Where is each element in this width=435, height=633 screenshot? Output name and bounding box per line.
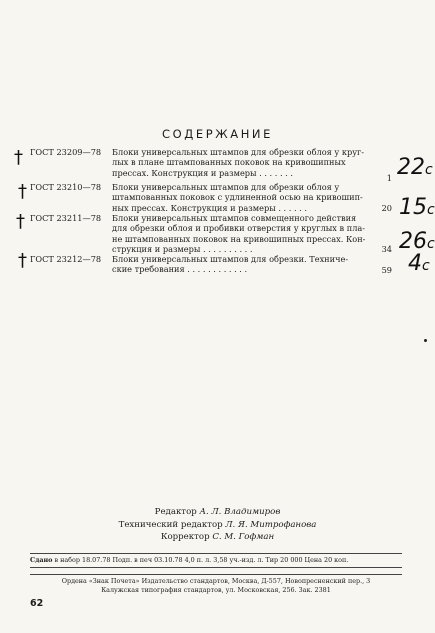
handwritten-number: 22 bbox=[397, 155, 425, 180]
description-line: Блоки универсальных штампов совмещенного действия bbox=[112, 213, 357, 223]
publisher-info bbox=[30, 577, 402, 594]
divider bbox=[30, 567, 402, 568]
description-line: Блоки универсальных штампов для обрезки облоя у круг- bbox=[112, 147, 365, 157]
credits bbox=[0, 506, 435, 544]
description-line: для обрезки облоя и пробивки отверстия у круглых в пла- bbox=[112, 223, 366, 234]
page-title: СОДЕРЖАНИЕ bbox=[161, 127, 274, 141]
description-line: ские требования . . . . . . . . . . . . bbox=[112, 264, 248, 275]
description-line: Блоки универсальных штампов для обрезки. Техниче- bbox=[112, 254, 349, 264]
gost-code: ГОСТ 23212—78 bbox=[30, 254, 102, 264]
table-of-contents bbox=[0, 147, 435, 317]
entry-description bbox=[112, 254, 375, 275]
handwritten-cross-icon: † bbox=[14, 147, 23, 168]
description-line: штампованных поковок с удлиненной осью на кривошип- bbox=[112, 192, 363, 203]
handwritten-note bbox=[397, 155, 433, 180]
page-ref: 59 bbox=[381, 265, 392, 275]
credit-role: Технический редактор bbox=[118, 519, 223, 530]
divider bbox=[30, 574, 402, 575]
ink-dot bbox=[424, 339, 427, 342]
page-ref: 1 bbox=[386, 173, 392, 183]
description-line: прессах. Конструкция и размеры . . . . . . . bbox=[112, 167, 293, 178]
credit-tech-editor bbox=[0, 519, 435, 532]
entry-description bbox=[112, 147, 375, 178]
description-line: Блоки универсальных штампов для обрезки облоя у bbox=[112, 182, 340, 192]
print-info-lead: Сдано bbox=[30, 556, 53, 564]
handwritten-cross-icon: † bbox=[18, 250, 27, 271]
handwritten-note bbox=[399, 195, 435, 220]
credit-name: Л. Я. Митрофанова bbox=[225, 519, 317, 530]
print-info-text: в набор 18.07.78 Подп. в печ 03.10.78 4,0 п. л. 3,58 уч.-изд. л. Тир 20 000 Цена 20 коп. bbox=[54, 556, 349, 564]
publisher-line: Калужская типография стандартов, ул. Московская, 256. Зак. 2381 bbox=[101, 585, 331, 594]
handwritten-suffix: с bbox=[427, 202, 435, 218]
handwritten-number: 15 bbox=[399, 195, 427, 220]
description-line: лых в плане штампованных поковок на кривошипных bbox=[112, 157, 346, 168]
credit-proofreader bbox=[0, 531, 435, 544]
handwritten-note bbox=[408, 251, 430, 276]
handwritten-suffix: с bbox=[425, 162, 433, 178]
print-info bbox=[30, 556, 402, 564]
credit-role: Редактор bbox=[154, 507, 197, 517]
credit-role: Корректор bbox=[160, 532, 210, 543]
publisher-line: Ордена «Знак Почета» Издательство стандартов, Москва, Д-557, Новопресненский пер., 3 bbox=[61, 577, 371, 585]
handwritten-suffix: с bbox=[427, 236, 435, 252]
entry-description bbox=[112, 182, 375, 213]
credit-editor bbox=[0, 506, 435, 519]
page-number: 62 bbox=[30, 598, 44, 609]
divider bbox=[30, 553, 402, 554]
description-line: не штампованных поковок на кривошипных прессах. Кон- bbox=[112, 233, 366, 244]
gost-code: ГОСТ 23211—78 bbox=[30, 213, 102, 223]
handwritten-cross-icon: † bbox=[16, 211, 25, 232]
handwritten-cross-icon: † bbox=[18, 181, 27, 202]
gost-code: ГОСТ 23209—78 bbox=[30, 147, 102, 157]
handwritten-suffix: с bbox=[422, 258, 430, 274]
entry-description bbox=[112, 213, 375, 254]
description-line: ных прессах. Конструкция и размеры . . . . . . bbox=[112, 202, 307, 213]
credit-name: С. М. Гофман bbox=[212, 532, 275, 543]
page-ref: 34 bbox=[381, 244, 392, 254]
page-ref: 20 bbox=[381, 203, 392, 213]
credit-name: А. Л. Владимиров bbox=[199, 507, 281, 517]
gost-code: ГОСТ 23210—78 bbox=[30, 182, 102, 192]
handwritten-number: 26 bbox=[399, 229, 427, 254]
handwritten-number: 4 bbox=[408, 251, 422, 276]
description-line: струкция и размеры . . . . . . . . . . bbox=[112, 243, 253, 254]
